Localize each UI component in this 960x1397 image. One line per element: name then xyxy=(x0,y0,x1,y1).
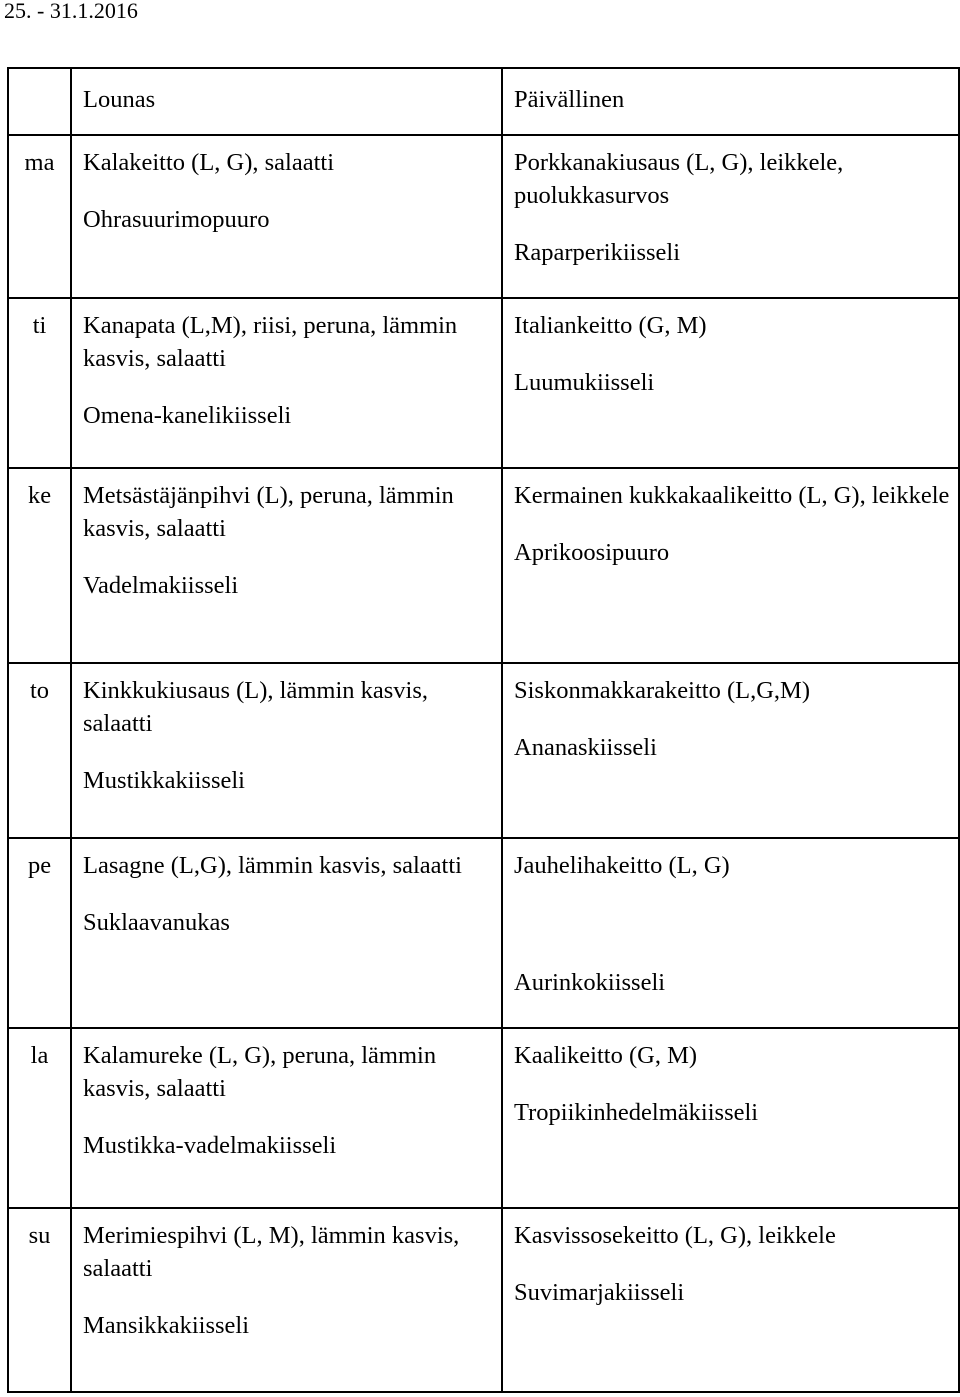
dinner-dessert: Tropiikinhedelmäkiisseli xyxy=(514,1099,759,1126)
dinner-main: Kermainen kukkakaalikeitto (L, G), leikkele xyxy=(514,482,950,509)
day-label: la xyxy=(8,1028,71,1208)
day-label: pe xyxy=(8,838,71,1028)
day-label: ti xyxy=(8,298,71,468)
day-label: ma xyxy=(8,135,71,298)
dinner-main: Jauhelihakeitto (L, G) xyxy=(514,852,730,879)
menu-row-pe xyxy=(8,838,959,1028)
lunch-cell xyxy=(71,298,502,468)
lunch-cell xyxy=(71,663,502,838)
lunch-main: Kalakeitto (L, G), salaatti xyxy=(83,149,335,176)
dinner-cell xyxy=(502,838,959,1028)
lunch-cell xyxy=(71,468,502,663)
dinner-cell xyxy=(502,1028,959,1208)
lunch-header: Lounas xyxy=(71,68,502,135)
dinner-main: Kaalikeitto (G, M) xyxy=(514,1042,698,1069)
dinner-dessert: Aurinkokiisseli xyxy=(514,969,666,996)
lunch-dessert: Ohrasuurimopuuro xyxy=(83,206,270,233)
weekly-menu-table xyxy=(7,67,960,1393)
lunch-dessert: Mansikkakiisseli xyxy=(83,1312,250,1339)
menu-row-su xyxy=(8,1208,959,1392)
day-label: su xyxy=(8,1208,71,1392)
dinner-main: Siskonmakkarakeitto (L,G,M) xyxy=(514,677,810,704)
lunch-main: Kalamureke (L, G), peruna, lämmin kasvis, salaatti xyxy=(83,1042,437,1102)
date-range: 25. - 31.1.2016 xyxy=(4,0,138,23)
lunch-dessert: Omena-kanelikiisseli xyxy=(83,402,292,429)
lunch-cell xyxy=(71,1208,502,1392)
dinner-dessert: Ananaskiisseli xyxy=(514,734,657,761)
lunch-main: Lasagne (L,G), lämmin kasvis, salaatti xyxy=(83,852,462,879)
dinner-cell xyxy=(502,135,959,298)
dinner-dessert: Aprikoosipuuro xyxy=(514,539,670,566)
menu-row-ma xyxy=(8,135,959,298)
lunch-main: Merimiespihvi (L, M), lämmin kasvis, salaatti xyxy=(83,1222,460,1282)
dinner-dessert: Luumukiisseli xyxy=(514,369,655,396)
lunch-cell xyxy=(71,1028,502,1208)
dinner-dessert: Suvimarjakiisseli xyxy=(514,1279,685,1306)
header-row xyxy=(8,68,959,135)
menu-row-ke xyxy=(8,468,959,663)
dinner-cell xyxy=(502,1208,959,1392)
lunch-dessert: Suklaavanukas xyxy=(83,909,230,936)
dinner-cell xyxy=(502,663,959,838)
lunch-cell xyxy=(71,838,502,1028)
lunch-dessert: Vadelmakiisseli xyxy=(83,572,239,599)
dinner-dessert: Raparperikiisseli xyxy=(514,239,681,266)
day-label: ke xyxy=(8,468,71,663)
dinner-main: Porkkanakiusaus (L, G), leikkele, puolukkasurvos xyxy=(514,149,844,209)
menu-row-to xyxy=(8,663,959,838)
lunch-main: Metsästäjänpihvi (L), peruna, lämmin kasvis, salaatti xyxy=(83,482,454,542)
header-empty-cell xyxy=(8,68,71,135)
day-label: to xyxy=(8,663,71,838)
lunch-cell xyxy=(71,135,502,298)
menu-row-la xyxy=(8,1028,959,1208)
dinner-cell xyxy=(502,468,959,663)
dinner-main: Kasvissosekeitto (L, G), leikkele xyxy=(514,1222,836,1249)
lunch-dessert: Mustikkakiisseli xyxy=(83,767,245,794)
dinner-header: Päivällinen xyxy=(502,68,959,135)
lunch-dessert: Mustikka-vadelmakiisseli xyxy=(83,1132,337,1159)
lunch-main: Kanapata (L,M), riisi, peruna, lämmin kasvis, salaatti xyxy=(83,312,458,372)
menu-row-ti xyxy=(8,298,959,468)
lunch-main: Kinkkukiusaus (L), lämmin kasvis, salaatti xyxy=(83,677,429,737)
dinner-cell xyxy=(502,298,959,468)
dinner-main: Italiankeitto (G, M) xyxy=(514,312,707,339)
